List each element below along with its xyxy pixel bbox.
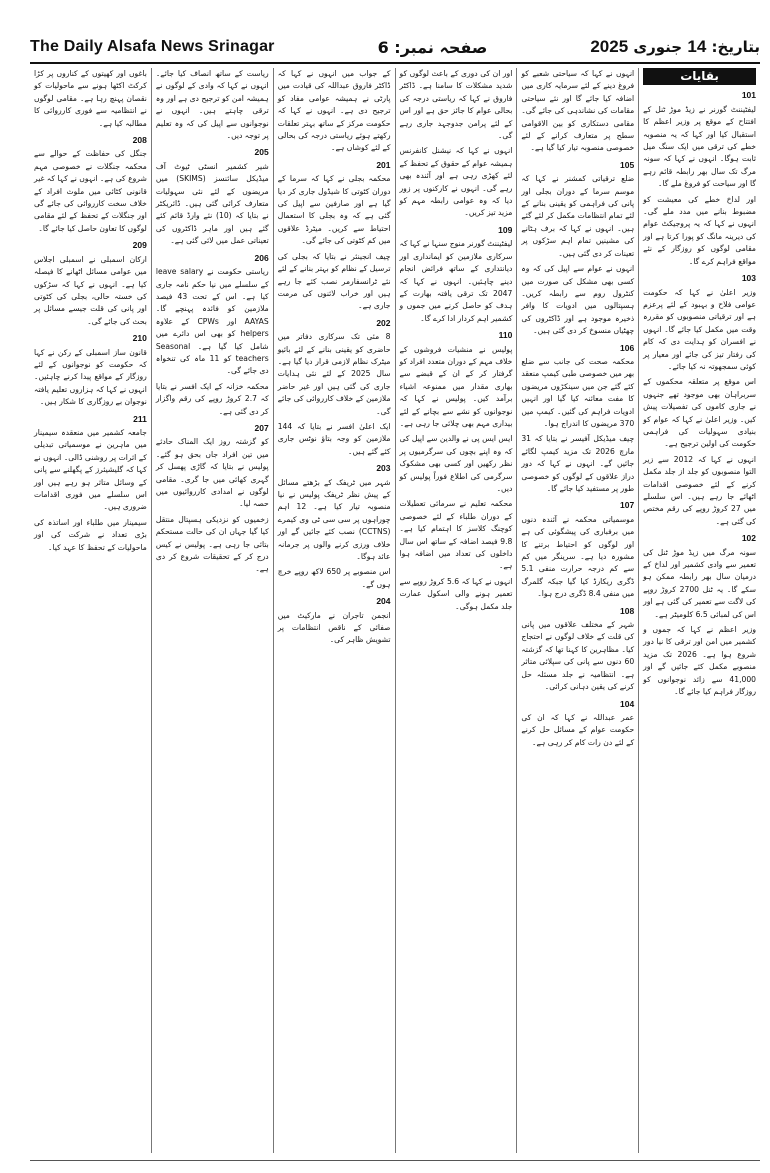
article-number: 202 [376, 317, 391, 328]
article-number: 106 [619, 342, 635, 353]
page-number: 6 [377, 37, 389, 57]
article-number: 206 [254, 252, 269, 263]
article-paragraph: وزیر اعظم نے کہا کہ جموں و کشمیر میں امن اور ترقی کا نیا دور شروع ہوا ہے۔ 2026 تک مزید منصوبے مکمل کئے جائیں گے اور 41,000 سے زائد نوجوانوں کو روزگار فراہم کیا جائے گا۔ [643, 625, 756, 697]
article-number: 211 [133, 413, 147, 424]
article-number: 208 [132, 135, 147, 146]
article-paragraph: سیمینار میں طلباء اور اساتذہ کی بڑی تعداد نے شرکت کی اور ماحولیات کے تحفظ کا عہد کیا۔ [34, 517, 147, 552]
article-paragraph: قانون ساز اسمبلی کے رکن نے کہا کہ حکومت کو نوجوانوں کے لئے روزگار کے مواقع پیدا کرنے چاہئیں۔ انہوں نے کہا کہ ہزاروں تعلیم یافتہ نوجوان بے روزگاری کا شکار ہیں۔ [34, 347, 147, 407]
article-number: 109 [498, 224, 513, 235]
bottom-rule [30, 1160, 760, 1161]
article-number: 210 [132, 333, 147, 344]
article-number: 101 [741, 90, 756, 101]
article-number: 105 [619, 159, 635, 170]
article-paragraph: وزیر اعلیٰ نے کہا کہ حکومت عوامی فلاح و بہبود کے لئے پرعزم ہے اور ترقیاتی منصوبوں کو مقررہ وقت میں مکمل کیا جائے گا۔ انہوں نے افسران کو ہدایت دی کہ کام کی رفتار تیز کی جائے اور معیار پر کوئی سمجھوتہ نہ کیا جائے۔ [643, 287, 756, 371]
article-paragraph: ضلع ترقیاتی کمشنر نے کہا کہ موسم سرما کے دوران بجلی اور پانی کی فراہمی کو یقینی بنانے کے لئے تمام انتظامات مکمل کر لئے گئے ہیں۔ انہوں نے کہا کہ برف ہٹانے کی مشینیں تمام اہم سڑکوں پر تعینات کر دی گئی ہیں۔ [521, 174, 635, 258]
date-day: 14 [687, 37, 707, 56]
date-month: جنوری [633, 38, 683, 56]
article-paragraph: لیفٹیننٹ گورنر نے زیڈ موڑ ٹنل کے افتتاح کے موقع پر وزیر اعظم کا استقبال کیا اور کہا کہ یہ منصوبہ خطے کی ترقی میں ایک سنگ میل ثابت ہوگا۔ انہوں نے کہا کہ سونہ مرگ تک سال بھر رابطہ قائم رہے گا اور سیاحت کو فروغ ملے گا۔ [643, 104, 756, 189]
article-paragraph: جنگل کی حفاظت کے حوالے سے محکمہ جنگلات نے خصوصی مہم شروع کی ہے۔ انہوں نے کہا کہ غیر قانونی کٹائی میں ملوث افراد کے خلاف سخت کارروائی کی جائے گی اور جنگلات کے تحفظ کے لئے مقامی لوگوں کا تعاون حاصل کیا جائے گا۔ [34, 149, 147, 233]
article-paragraph: پولیس نے منشیات فروشوں کے خلاف مہم کے دوران متعدد افراد کو گرفتار کر کے ان کے قبضے سے بھاری مقدار میں ممنوعہ اشیاء برآمد کیں۔ پولیس نے کہا کہ نوجوانوں کو نشے سے بچانے کے لئے بیداری مہم بھی چلائی جا رہی ہے۔ [399, 344, 513, 428]
article-paragraph: محکمہ خزانہ کے ایک افسر نے بتایا کہ 2.7 کروڑ روپے کی رقم واگزار کر دی گئی ہے۔ [155, 381, 269, 416]
article-number: 108 [619, 605, 635, 616]
article-paragraph: 8 مئی تک سرکاری دفاتر میں حاضری کو یقینی بنانے کے لئے بائیو میٹرک نظام لازمی قرار دیا گیا ہے۔ سال 2025 کے لئے نئی ہدایات جاری کی گئی ہیں اور غیر حاضر ملازمین کے خلاف کارروائی کی جائے گی۔ [277, 332, 391, 416]
article-paragraph: ایس ایس پی نے والدین سے اپیل کی کہ وہ اپنے بچوں کی سرگرمیوں پر نظر رکھیں اور کسی بھی مشکوک سرگرمی کی اطلاع فوراً پولیس کو دیں۔ [399, 434, 513, 493]
article-paragraph: اس موقع پر متعلقہ محکموں کے سربراہان بھی موجود تھے جنہوں نے جاری کاموں کی تفصیلات پیش کیں۔ وزیر اعلیٰ نے کہا کہ عوام کو بنیادی سہولیات کی فراہمی حکومت کی اولین ترجیح ہے۔ [643, 377, 756, 449]
issue-date: بتاریخ: 14 جنوری 2025 [590, 37, 760, 56]
column-3 [395, 68, 517, 1153]
article-paragraph: باغوں اور کھیتوں کے کناروں پر کڑا کرکٹ اکٹھا ہونے سے ماحولیات کو نقصان پہنچ رہا ہے۔ مقامی لوگوں نے انتظامیہ سے فوری کارروائی کا مطالبہ کیا ہے۔ [34, 69, 147, 128]
article-paragraph: جامعہ کشمیر میں منعقدہ سیمینار میں ماہرین نے موسمیاتی تبدیلی کے اثرات پر روشنی ڈالی۔ انہوں نے کہا کہ گلیشیئرز کے پگھلنے سے پانی کے وسائل متاثر ہو رہے ہیں اور اس سلسلے میں فوری اقدامات ضروری ہیں۔ [34, 427, 147, 512]
column-2 [516, 68, 638, 1153]
article-paragraph: سونہ مرگ میں زیڈ موڑ ٹنل کی تعمیر سے وادی کشمیر اور لداخ کے درمیان سال بھر رابطہ ممکن ہو سکے گا۔ یہ ٹنل 2700 کروڑ روپے کی لاگت سے تعمیر کی گئی ہے اور اس کی لمبائی 6.5 کلومیٹر ہے۔ [643, 547, 756, 619]
section-banner: بقایات [643, 68, 756, 85]
column-4 [273, 68, 395, 1153]
article-paragraph: انہوں نے عوام سے اپیل کی کہ وہ کسی بھی مشکل کی صورت میں کنٹرول روم سے رابطہ کریں۔ ہسپتالوں میں ادویات کا وافر ذخیرہ موجود ہے اور ڈاکٹروں کی چھٹیاں منسوخ کر دی گئی ہیں۔ [521, 264, 635, 336]
article-number: 110 [498, 330, 513, 341]
article-paragraph: اور ان کی دوری کے باعث لوگوں کو شدید مشکلات کا سامنا ہے۔ ڈاکٹر فاروق نے کہا کہ ریاستی درجہ کی بحالی عوام کا جائز حق ہے اور اس کے لئے پرامن جدوجہد جاری رہے گی۔ [399, 69, 513, 141]
article-number: 205 [254, 147, 269, 158]
article-paragraph: عمر عبداللہ نے کہا کہ ان کی حکومت عوام کے مسائل حل کرنے کے لئے دن رات کام کر رہی ہے۔ [521, 712, 635, 747]
page-label: صفحہ نمبر [400, 37, 488, 57]
article-paragraph: انہوں نے کہا کہ سیاحتی شعبے کو فروغ دینے کے لئے سرمایہ کاری میں اضافہ کیا جائے گا اور نئے سیاحتی مقامات کی نشاندہی کی جائے گی۔ مقامی دستکاری کو بین الاقوامی سطح پر متعارف کرانے کے لئے خصوصی منصوبہ تیار کیا گیا ہے۔ [521, 69, 635, 153]
article-number: 107 [619, 500, 635, 511]
article-number: 201 [376, 159, 391, 170]
article-number: 204 [376, 596, 391, 607]
paper-name: The Daily Alsafa News Srinagar [30, 38, 275, 55]
article-number: 104 [619, 698, 635, 709]
article-paragraph: کو گزشتہ روز ایک المناک حادثے میں تین افراد جاں بحق ہو گئے۔ پولیس نے بتایا کہ گاڑی پھسل کر گہری کھائی میں جا گری۔ مقامی لوگوں نے امدادی کارروائیوں میں حصہ لیا۔ [155, 437, 269, 509]
article-number: 203 [376, 463, 391, 474]
article-paragraph: محکمہ صحت کی جانب سے ضلع بھر میں خصوصی طبی کیمپ منعقد کئے گئے جن میں سینکڑوں مریضوں کا مفت معائنہ کیا گیا اور انہیں ادویات فراہم کی گئیں۔ کیمپ میں 370 مریضوں کا اندراج ہوا۔ [521, 356, 635, 428]
date-prefix: بتاریخ [717, 38, 760, 56]
article-paragraph: اور لداخ خطے کی معیشت کو مضبوط بنانے میں مدد ملے گی۔ انہوں نے کہا کہ یہ پروجیکٹ عوام کی دیرینہ مانگ کو پورا کرتا ہے اور مقامی لوگوں کو روزگار کے نئے مواقع فراہم کرے گا۔ [643, 194, 756, 266]
article-paragraph: ریاست کے ساتھ انصاف کیا جائے۔ انہوں نے کہا کہ وادی کے لوگوں نے ہمیشہ امن کو ترجیح دی ہے اور وہ ترقی چاہتے ہیں۔ انہوں نے نوجوانوں سے اپیل کی کہ وہ تعلیم پر توجہ دیں۔ [155, 69, 269, 141]
article-paragraph: انجمن تاجران نے مارکیٹ میں صفائی کے ناقص انتظامات پر تشویش ظاہر کی۔ [277, 610, 391, 645]
article-paragraph: ارکان اسمبلی نے اسمبلی اجلاس میں عوامی مسائل اٹھانے کا فیصلہ کیا ہے۔ انہوں نے کہا کہ سڑکوں کی خستہ حالی، بجلی کی کٹوتی اور پانی کی قلت جیسے مسائل پر بحث کی جائے گی۔ [34, 254, 147, 326]
date-year: 2025 [590, 37, 629, 56]
masthead [30, 32, 760, 64]
article-paragraph: انہوں نے کہا کہ نیشنل کانفرنس ہمیشہ عوام کے حقوق کے تحفظ کے لئے کھڑی رہی ہے اور آئندہ بھی رہے گی۔ انہوں نے کارکنوں پر زور دیا کہ وہ عوامی رابطہ مہم کو مزید تیز کریں۔ [399, 146, 513, 218]
article-paragraph: ریاستی حکومت نے leave salary کے سلسلے میں نیا حکم نامہ جاری کیا ہے۔ اس کے تحت 43 فیصد ملازمین کو فائدہ پہنچے گا۔ AAYAS اور CPWs کے علاوہ helpers کو بھی اس دائرے میں شامل کیا گیا ہے۔ Seasonal teachers کو 11 ماہ کی تنخواہ دی جائے گی۔ [155, 267, 269, 376]
article-paragraph: کے جواب میں انہوں نے کہا کہ ڈاکٹر فاروق عبداللہ کی قیادت میں پارٹی نے ہمیشہ عوامی مفاد کو ترجیح دی ہے۔ انہوں نے کہا کہ حکومت مرکز کے ساتھ بہتر تعلقات رکھتے ہوئے ریاستی درجہ کی بحالی کے لئے کوشاں ہے۔ [277, 69, 391, 153]
article-columns [30, 68, 760, 1153]
article-number: 209 [132, 240, 147, 251]
column-1 [638, 68, 760, 1153]
article-paragraph: محکمہ بجلی نے کہا کہ سرما کے دوران کٹوتی کا شیڈول جاری کر دیا گیا ہے اور صارفین سے اپیل کی گئی ہے کہ وہ بجلی کا استعمال احتیاط سے کریں۔ میٹرڈ علاقوں میں کم کٹوتی کی جائے گی۔ [277, 174, 391, 246]
article-paragraph: موسمیاتی محکمہ نے آئندہ دنوں میں برفباری کی پیشگوئی کی ہے اور لوگوں کو احتیاط برتنے کا مشورہ دیا ہے۔ سرینگر میں کم سے کم درجہ حرارت منفی 5.1 ڈگری ریکارڈ کیا گیا جبکہ گلمرگ میں منفی 8.4 ڈگری درج ہوا۔ [521, 514, 635, 599]
article-paragraph: انہوں نے کہا کہ 5.6 کروڑ روپے سے تعمیر ہونے والی اسکول عمارت جلد مکمل ہوگی۔ [399, 576, 513, 611]
article-paragraph: محکمہ تعلیم نے سرمائی تعطیلات کے دوران طلباء کے لئے خصوصی کوچنگ کلاسز کا اہتمام کیا ہے۔ 9.8 فیصد اضافہ کے ساتھ اس سال داخلوں کی تعداد میں اضافہ ہوا ہے۔ [399, 499, 513, 571]
article-paragraph: چیف انجینئر نے بتایا کہ بجلی کی ترسیل کے نظام کو بہتر بنانے کے لئے نئے ٹرانسفارمر نصب کئے جا رہے ہیں اور خراب لائنوں کی مرمت جاری ہے۔ [277, 251, 391, 311]
column-5 [151, 68, 273, 1153]
article-paragraph: لیفٹیننٹ گورنر منوج سنہا نے کہا کہ سرکاری ملازمین کو ایمانداری اور دیانتداری کے ساتھ فرائض انجام دینے چاہئیں۔ انہوں نے کہا کہ 2047 تک ترقی یافتہ بھارت کے ہدف کو حاصل کرنے میں جموں و کشمیر اہم کردار ادا کرے گا۔ [399, 239, 513, 323]
article-number: 102 [741, 533, 756, 544]
article-paragraph: اس منصوبے پر 650 لاکھ روپے خرچ ہوں گے۔ [277, 567, 391, 589]
article-paragraph: انہوں نے کہا کہ 2012 سے زیر التوا منصوبوں کو جلد از جلد مکمل کرنے کے لئے خصوصی اقدامات اٹھائے جا رہے ہیں۔ اس سلسلے میں 27 کروڑ روپے کی رقم مختص کی گئی ہے۔ [643, 454, 756, 526]
article-paragraph: شہر میں ٹریفک کے بڑھتے مسائل کے پیش نظر ٹریفک پولیس نے نیا منصوبہ تیار کیا ہے۔ 12 اہم چوراہوں پر سی سی ٹی وی کیمرے (CCTNS) نصب کئے جائیں گے اور خلاف ورزی کرنے والوں پر جرمانہ عائد ہوگا۔ [277, 477, 391, 562]
article-number: 103 [741, 273, 756, 284]
article-paragraph: شہر کے مختلف علاقوں میں پانی کی قلت کے خلاف لوگوں نے احتجاج کیا۔ مظاہرین کا کہنا تھا کہ گزشتہ 60 دنوں سے پانی کی سپلائی متاثر ہے۔ انتظامیہ نے جلد مسئلہ حل کرنے کی یقین دہانی کرائی۔ [521, 620, 635, 692]
column-6 [30, 68, 151, 1153]
article-number: 207 [254, 422, 269, 433]
article-paragraph: شیر کشمیر انسٹی ٹیوٹ آف میڈیکل سائنسز (SKIMS) میں مریضوں کے لئے نئی سہولیات متعارف کرائی گئی ہیں۔ ڈائریکٹر نے بتایا کہ (10) نئے وارڈ قائم کئے گئے ہیں اور ماہر ڈاکٹروں کی تعیناتی عمل میں لائی گئی ہے۔ [155, 161, 269, 246]
page-number-label: صفحہ نمبر: 6 [377, 37, 488, 57]
article-paragraph: ایک اعلیٰ افسر نے بتایا کہ 144 ملازمین کو وجہ بتاؤ نوٹس جاری کئے گئے ہیں۔ [277, 421, 391, 456]
article-paragraph: زخمیوں کو نزدیکی ہسپتال منتقل کیا گیا جہاں ان کی حالت مستحکم بتائی جا رہی ہے۔ پولیس نے کیس درج کر کے تحقیقات شروع کر دی ہے۔ [155, 514, 269, 574]
article-paragraph: چیف میڈیکل آفیسر نے بتایا کہ 31 مارچ 2026 تک مزید کیمپ لگائے جائیں گے۔ انہوں نے کہا کہ دور دراز علاقوں کے لوگوں کو خصوصی طور پر مستفید کیا جائے گا۔ [521, 434, 635, 493]
